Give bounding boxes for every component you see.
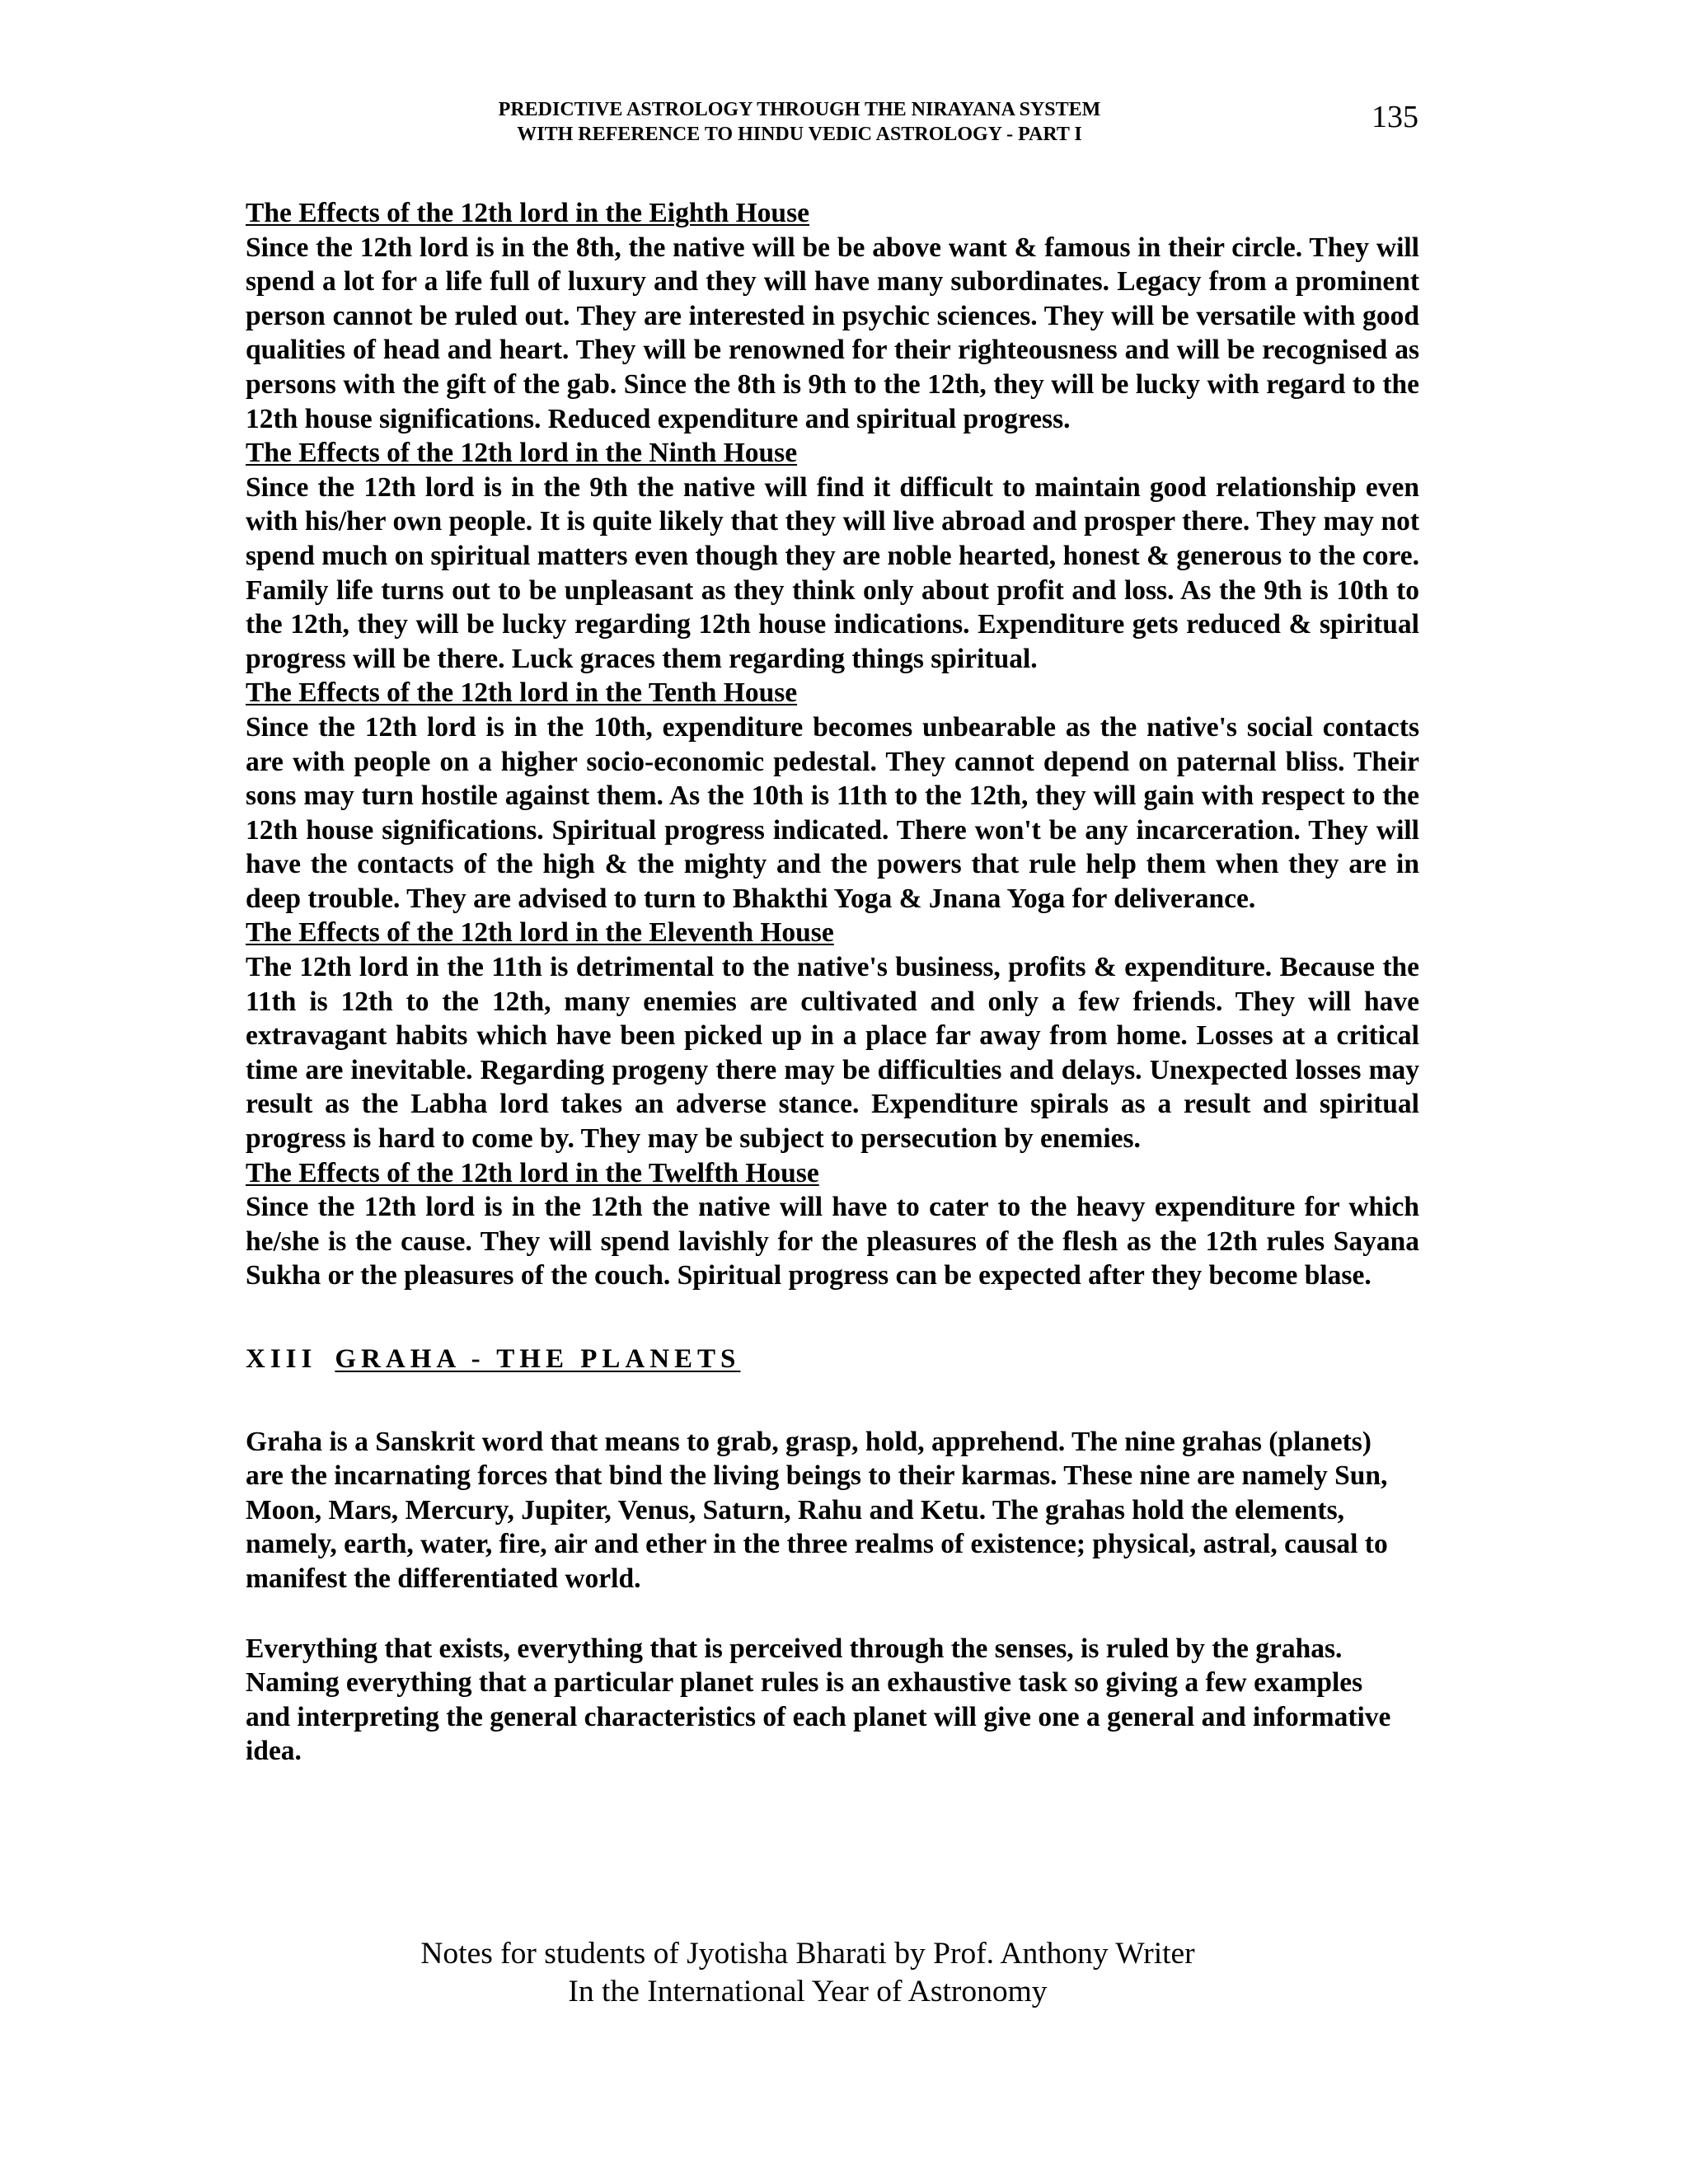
- footer-line-1: Notes for students of Jyotisha Bharati by Prof. Anthony Writer: [420, 1937, 1195, 1971]
- section-body: Since the 12th lord is in the 8th, the native will be be above want & famous in their circle. They will spend a lot for a life full of luxury and they will have many subordinates. Legacy from a prominent person cannot be ruled out. They are interested in psychic sciences. They will be versatile with good qualities of head and heart. They will be renowned for their righteousness and will be recognised as persons with the gift of the gab. Since the 8th is 9th to the 12th, they will be lucky with regard to the 12th house significations. Reduced expenditure and spiritual progress.: [246, 232, 1419, 434]
- page-content: [246, 196, 1419, 1804]
- footer-line-2: In the International Year of Astronomy: [568, 1975, 1048, 2008]
- chapter-title: GRAHA - THE PLANETS: [335, 1344, 741, 1374]
- section-heading: The Effects of the 12th lord in the Tenth House: [246, 677, 798, 709]
- section-body: Since the 12th lord is in the 10th, expenditure becomes unbearable as the native's social contacts are with people on a higher socio-economic pedestal. They cannot depend on paternal bliss. Their sons may turn hostile against them. As the 10th is 11th to the 12th, they will gain with respect to the 12th house significations. Spiritual progress indicated. There won't be any incarceration. They will have the contacts of the high & the mighty and the powers that rule help them when they are in deep trouble. They are advised to turn to Bhakthi Yoga & Jnana Yoga for deliverance.: [246, 711, 1419, 914]
- section-heading: The Effects of the 12th lord in the Eleventh House: [246, 917, 834, 949]
- paragraph-graha-definition: Graha is a Sanskrit word that means to grab, grasp, hold, apprehend. The nine grahas (planets) are the incarnating forces that bind the living beings to their karmas. These nine are namely Sun, Moon, Mars, Mercury, Jupiter, Venus, Saturn, Rahu and Ketu. The grahas hold the elements, namely, earth, water, fire, air and ether in the three realms of existence; physical, astral, causal to manifest the differentiated world.: [246, 1426, 1388, 1594]
- section-tenth-house: [246, 676, 1419, 916]
- section-heading: The Effects of the 12th lord in the Ninth House: [246, 438, 798, 469]
- section-body: Since the 12th lord is in the 9th the native will find it difficult to maintain good relationship even with his/her own people. It is quite likely that they will live abroad and prosper there. They may not spend much on spiritual matters even though they are noble hearted, honest & generous to the core. Family life turns out to be unpleasant as they think only about profit and loss. As the 9th is 10th to the 12th, they will be lucky regarding 12th house indications. Expenditure gets reduced & spiritual progress will be there. Luck graces them regarding things spiritual.: [246, 471, 1419, 674]
- section-twelfth-house: [246, 1156, 1419, 1293]
- running-header: [412, 97, 1187, 147]
- section-eleventh-house: [246, 916, 1419, 1155]
- chapter-heading: [246, 1343, 1419, 1377]
- chapter-number: XIII: [246, 1344, 317, 1374]
- page-footer: [354, 1935, 1261, 2011]
- running-header-line-2: WITH REFERENCE TO HINDU VEDIC ASTROLOGY - PART I: [517, 124, 1082, 145]
- section-ninth-house: [246, 436, 1419, 676]
- page-number: 135: [1372, 100, 1418, 134]
- paragraph-graha-rulership: Everything that exists, everything that is perceived through the senses, is ruled by the grahas. Naming everything that a particular planet rules is an exhaustive task so giving a few examples and interpreting the general characteristics of each planet will give one a general and informative idea.: [246, 1633, 1391, 1767]
- section-heading: The Effects of the 12th lord in the Twelfth House: [246, 1157, 819, 1188]
- section-body: The 12th lord in the 11th is detrimental to the native's business, profits & expenditure. Because the 11th is 12th to the 12th, many enemies are cultivated and only a few friends. They will have extravagant habits which have been picked up in a place far away from home. Losses at a critical time are inevitable. Regarding progeny there may be difficulties and delays. Unexpected losses may result as the Labha lord takes an adverse stance. Expenditure spirals as a result and spiritual progress is hard to come by. They may be subject to persecution by enemies.: [246, 952, 1419, 1155]
- section-body: Since the 12th lord is in the 12th the native will have to cater to the heavy expenditure for which he/she is the cause. They will spend lavishly for the pleasures of the flesh as the 12th rules Sayana Sukha or the pleasures of the couch. Spiritual progress can be expected after they become blase.: [246, 1192, 1419, 1291]
- running-header-line-1: PREDICTIVE ASTROLOGY THROUGH THE NIRAYANA SYSTEM: [498, 99, 1101, 120]
- section-heading: The Effects of the 12th lord in the Eighth House: [246, 198, 809, 228]
- section-eighth-house: [246, 196, 1419, 436]
